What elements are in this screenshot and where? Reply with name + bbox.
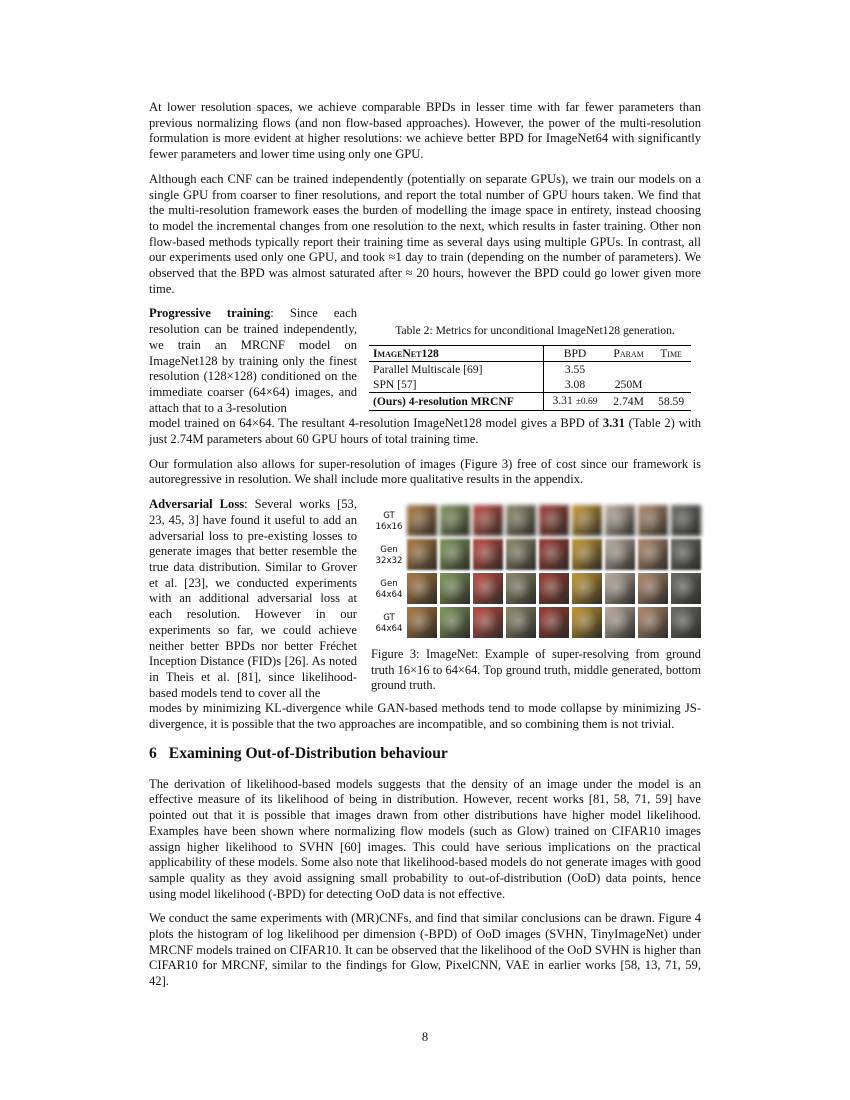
figure-thumbnail [638,573,668,604]
page-number: 8 [421,1030,429,1044]
table-cell-time [651,377,691,393]
figure-thumbnail [473,505,503,536]
figure-thumbnail [572,607,602,638]
paragraph-adversarial-continued: modes by minimizing KL-divergence while GAN-based methods tend to mode collapse by minimizing JS-divergence, it is possible that the two approaches are incompatible, and so combining them is not trivial. [149,701,701,732]
paragraph-ood-derivation: The derivation of likelihood-based models suggests that the density of an image under the model is an effective measure of its likelihood of being in distribution. However, recent works [81, 58, 71, 59] have pointed out that it is possible that images drawn from other distributions have higher model likelihood. Examples have been shown where normalizing flow models (such as Glow) trained on CIFAR10 images assign higher likelihood to SVHN [60] images. This could have serious implications on the practical applicability of these models. Some also note that likelihood-based models do not generate images with good sample quality as they avoid assigning small probability to out-of-distribution (OoD) data points, hence using model likelihood (-BPD) for detecting OoD data is not effective. [149,776,701,901]
adversarial-loss-block [149,497,701,733]
row-label: GT 64x64 [375,613,403,635]
figure-thumbnail [506,607,536,638]
table-2-caption: Table 2: Metrics for unconditional ImageNet128 generation. [395,324,675,338]
table-row [369,377,691,393]
table-cell-time [651,362,691,378]
row-label: GT 16x16 [375,511,403,533]
row-label: Gen 32x32 [375,545,403,567]
table-row [369,362,691,378]
table-cell-name: (Ours) 4-resolution MRCNF [369,393,543,411]
table-header-row [369,346,691,362]
paragraph-progressive-continued: model trained on 64×64. The resultant 4-resolution ImageNet128 model gives a BPD of 3.31 (Table 2) with just 2.74M parameters about 60 GPU hours of total training time. [149,416,701,447]
figure-thumbnail [572,539,602,570]
paragraph-progressive-training: Progressive training: Since each resolution can be trained independently, we train an MRCNF model on ImageNet128 by training only the finest resolution (128×128) conditioned on the immediate coarser (64×64) images, and attach that to a 3-resolution [149,306,357,415]
figure-thumbnail [671,539,701,570]
figure-thumbnail [473,607,503,638]
figure-thumbnail [671,505,701,536]
bpd-result: 3.31 [602,416,625,431]
section-heading [149,745,701,763]
row-label: Gen 64x64 [375,579,403,601]
table-cell-bpd: 3.31 [552,394,573,408]
page-body [149,100,701,999]
table-cell-bpd: 3.55 [564,363,586,377]
section-title: Examining Out-of-Distribution behaviour [168,744,448,762]
metrics-table [369,345,691,411]
figure-thumbnail [440,607,470,638]
figure-thumbnail [605,573,635,604]
progressive-training-block [149,306,701,447]
figure-thumbnail [539,505,569,536]
table-cell-bpd: 3.08 [564,378,586,392]
figure-thumbnail [407,539,437,570]
table-cell-param: 250M [614,378,643,392]
figure-thumbnail [638,539,668,570]
image-grid [407,505,701,641]
paragraph-adversarial-loss: Adversarial Loss: Several works [53, 23, 45, 3] have found it useful to add an adversarial loss to pre-existing losses to generate images that better resemble the true data distribution. Similar to Grover et al. [23], we conducted experiments with an additional adversarial loss at each resolution. However in our experiments so far, we could achieve neither better BPDs nor better Fréchet Inception Distance (FID)s [26]. As noted in Theis et al. [81], since likelihood-based models tend to cover all the [149,497,357,700]
paragraph-training-time: Although each CNF can be trained independently (potentially on separate GPUs), we train our models on a single GPU from coarser to finer resolutions, and report the total number of GPU hours taken. We find that the multi-resolution framework eases the burden of modelling the image space in entirety, instead choosing to model the incremental changes from one resolution to the next, which results in faster training. Other non flow-based methods typically report their training time as several days using multiple GPUs. In contrast, all our experiments used only one GPU, and took ≈1 day to train (depending on the number of parameters). We observed that the BPD was almost saturated after ≈ 20 hours, however the BPD could go lower given more time. [149,171,701,296]
figure-thumbnail [638,505,668,536]
table-2 [369,324,701,411]
figure-3 [371,505,701,694]
table-cell-name: Parallel Multiscale [69] [369,362,543,378]
table-cell-param: 2.74M [606,393,651,411]
table-cell-param [606,362,651,378]
section-number: 6 [149,744,157,762]
paragraph-super-resolution: Our formulation also allows for super-resolution of images (Figure 3) free of cost since our framework is autoregressive in resolution. We shall include more qualitative results in the appendix. [149,456,701,487]
figure-thumbnail [506,505,536,536]
figure-thumbnail [605,607,635,638]
figure-thumbnail [638,607,668,638]
figure-thumbnail [539,573,569,604]
figure-thumbnail [407,573,437,604]
figure-row-labels [371,505,407,641]
table-header-time: Time [651,346,691,362]
figure-thumbnail [605,539,635,570]
table-header-dataset: ImageNet128 [369,346,543,362]
figure-thumbnail [605,505,635,536]
figure-thumbnail [671,573,701,604]
figure-thumbnail [407,505,437,536]
figure-3-caption: Figure 3: ImageNet: Example of super-resolving from ground truth 16×16 to 64×64. Top ground truth, middle generated, bottom ground truth. [371,647,701,693]
figure-thumbnail [671,607,701,638]
paragraph-ood-experiments: We conduct the same experiments with (MR)CNFs, and find that similar conclusions can be drawn. Figure 4 plots the histogram of log likelihood per dimension (-BPD) of OoD images (SVHN, TinyImageNet) under MRCNF models trained on CIFAR10. It can be observed that the likelihood of the OoD SVHN is higher than CIFAR10 for MRCNF, similar to the findings for Glow, PixelCNN, VAE in earlier works [58, 13, 71, 59, 42]. [149,911,701,989]
figure-thumbnail [440,573,470,604]
table-cell-time: 58.59 [651,393,691,411]
figure-thumbnail [440,505,470,536]
figure-thumbnail [506,539,536,570]
table-cell-name: SPN [57] [369,377,543,393]
table-cell-std: ±0.69 [575,397,598,408]
runin-heading: Adversarial Loss [149,497,245,512]
paragraph-lower-resolution: At lower resolution spaces, we achieve comparable BPDs in lesser time with far fewer parameters than previous normalizing flows (and non flow-based approaches). However, the power of the multi-resolution formulation is more evident at higher resolutions: we achieve better BPD for ImageNet64 with significantly fewer parameters and lower time using only one GPU. [149,100,701,162]
figure-thumbnail [572,505,602,536]
figure-thumbnail [572,573,602,604]
table-header-param: Param [606,346,651,362]
figure-thumbnail [539,607,569,638]
figure-thumbnail [473,573,503,604]
runin-heading: Progressive training [149,306,271,321]
figure-thumbnail [539,539,569,570]
figure-thumbnail [506,573,536,604]
figure-thumbnail [440,539,470,570]
figure-thumbnail [473,539,503,570]
table-row-ours [369,393,691,411]
figure-thumbnail [407,607,437,638]
table-header-bpd: BPD [543,346,606,362]
